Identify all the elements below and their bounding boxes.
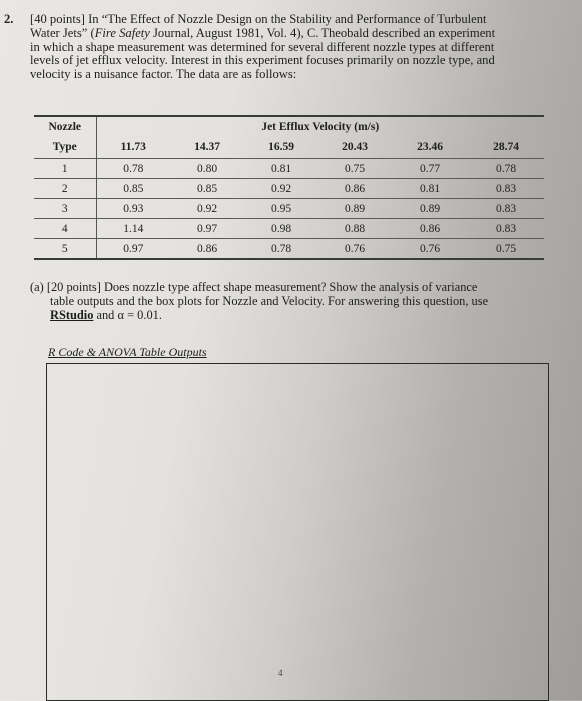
question-line-5: velocity is a nuisance factor. The data are as follows: [30,67,297,82]
velocity-header: 28.74 [493,141,519,153]
rstudio-label: RStudio [50,308,94,322]
question-line-3: in which a shape measurement was determined for several different nozzle types at different [30,39,495,54]
table-cell: 0.92 [244,179,318,199]
velocity-header: 16.59 [268,141,294,153]
table-cell: 0.85 [170,179,244,199]
table-row [34,219,544,239]
data-table [34,115,544,260]
page-number: 4 [278,668,283,678]
table-cell: 0.86 [392,219,468,239]
velocity-header: 20.43 [342,141,368,153]
table-cell: 0.95 [244,199,318,219]
table-cell: 0.75 [468,239,544,260]
nozzle-type-cell: 1 [34,159,96,179]
table-cell: 0.78 [96,159,170,179]
table-row [34,179,544,199]
column-group-header: Jet Efflux Velocity (m/s) [96,116,544,136]
velocity-header: 23.46 [417,141,443,153]
velocity-header: 14.37 [194,141,220,153]
question-line-2: Water Jets” (Fire Safety Journal, August 1981, Vol. 4), C. Theobald described an experiment [30,25,496,40]
table-cell: 0.97 [96,239,170,260]
nozzle-type-cell: 4 [34,219,96,239]
velocity-header: 11.73 [120,141,146,153]
table-cell: 0.86 [318,179,392,199]
table-cell: 0.80 [170,159,244,179]
part-a-question [30,280,555,322]
table-cell: 0.88 [318,219,392,239]
table-cell: 0.86 [170,239,244,260]
nozzle-type-cell: 5 [34,239,96,260]
answer-box[interactable] [46,363,549,701]
table-cell: 0.83 [468,179,544,199]
part-a-line-1: (a) [20 points] Does nozzle type affect shape measurement? Show the analysis of variance [30,280,478,294]
question-text [30,13,555,82]
nozzle-type-cell: 2 [34,179,96,199]
table-cell: 0.83 [468,219,544,239]
table-cell: 0.77 [392,159,468,179]
table-cell: 0.85 [96,179,170,199]
table-cell: 0.93 [96,199,170,219]
table-cell: 0.89 [392,199,468,219]
table-row [34,159,544,179]
part-a-line-3: RStudio and α = 0.01. [50,308,162,322]
table-cell: 0.76 [392,239,468,260]
table-cell: 0.92 [170,199,244,219]
table-cell: 0.78 [468,159,544,179]
question-number: 2. [4,12,14,26]
velocity-header-row [34,136,544,159]
question-line-1: [40 points] In “The Effect of Nozzle Design on the Stability and Performance of Turbulent [30,12,487,26]
table-cell: 0.75 [318,159,392,179]
answer-section-label: R Code & ANOVA Table Outputs [48,345,207,359]
table-cell: 0.76 [318,239,392,260]
table-cell: 0.81 [392,179,468,199]
table-row [34,239,544,260]
row-header-cell-2: Type [34,136,96,159]
row-header-cell: Nozzle [34,116,96,136]
nozzle-type-cell: 3 [34,199,96,219]
journal-title: Fire Safety [94,25,150,40]
table-cell: 0.98 [244,219,318,239]
table-header-row [34,116,544,136]
question-line-4: levels of jet efflux velocity. Interest in this experiment focuses primarily on nozzle type, and [30,53,495,68]
table-cell: 0.83 [468,199,544,219]
table-cell: 0.78 [244,239,318,260]
table-row [34,199,544,219]
table-cell: 0.97 [170,219,244,239]
part-a-line-2: table outputs and the box plots for Nozzle and Velocity. For answering this question, use [50,294,489,308]
table-cell: 1.14 [96,219,170,239]
table-cell: 0.81 [244,159,318,179]
table-cell: 0.89 [318,199,392,219]
